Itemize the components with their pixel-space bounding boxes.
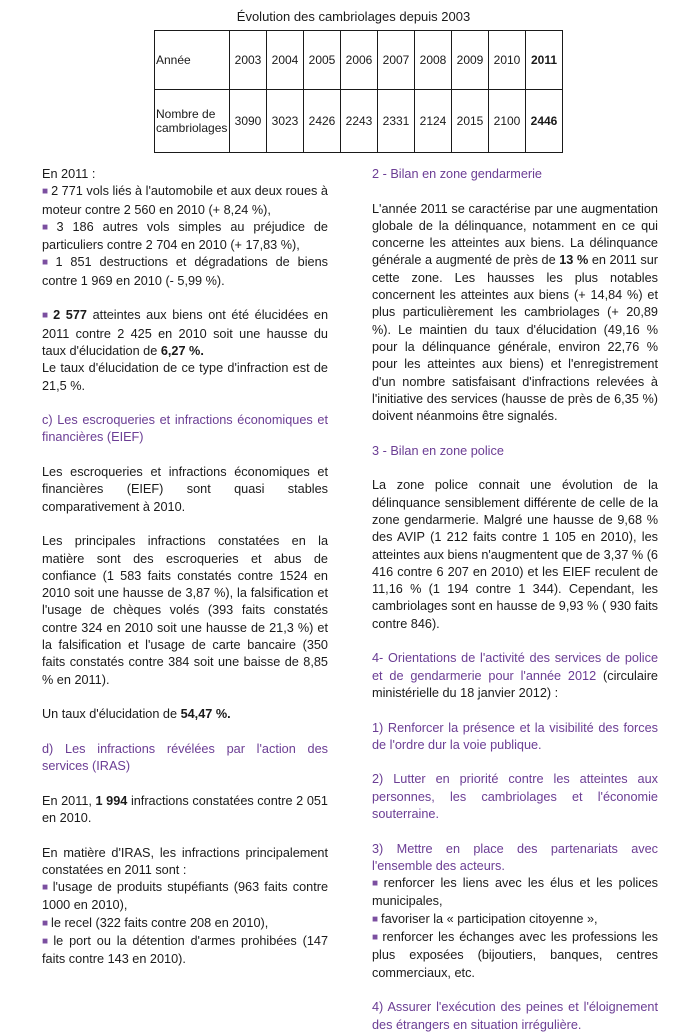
paragraph: En 2011 : bbox=[42, 167, 96, 181]
list-item: ■ 2 771 vols liés à l'automobile et aux deux roues à moteur contre 2 560 en 2010 (+ 8,24 %), bbox=[42, 184, 328, 217]
square-bullet-icon: ■ bbox=[42, 936, 51, 948]
year-cell: 2006 bbox=[341, 31, 378, 90]
list-item: ■ favoriser la « participation citoyenne », bbox=[372, 911, 598, 926]
list-item: ■ le port ou la détention d'armes prohibées (147 faits contre 143 en 2010). bbox=[42, 934, 328, 967]
paragraph: Les principales infractions constatées en la matière sont des escroqueries et abus de confiance (1 583 faits constatés contre 1524 en 2010 soit une hausse de 3,87 %), la falsification et l'usage de chèques volés (393 faits constatés contre 324 en 2010 soit une hausse de 21,3 %) et la falsification et l'usage de carte bancaire (350 faits constatés contre 384 soit une baisse de 8,85 % en 2011). bbox=[42, 534, 328, 687]
orientation-1: 1) Renforcer la présence et la visibilité des forces de l'ordre dur la voie publique. bbox=[372, 720, 658, 752]
square-bullet-icon: ■ bbox=[42, 186, 49, 198]
section-heading-2: 2 - Bilan en zone gendarmerie bbox=[372, 167, 542, 181]
table-row bbox=[155, 31, 563, 90]
square-bullet-icon: ■ bbox=[42, 310, 51, 322]
left-column bbox=[42, 166, 328, 969]
square-bullet-icon: ■ bbox=[372, 878, 381, 890]
year-cell: 2009 bbox=[452, 31, 489, 90]
section-heading-4: 4- Orientations de l'activité des services de police et de gendarmerie pour l'année 2012 (circulaire ministérielle du 18 janvier 2012) : bbox=[372, 651, 658, 700]
year-cell: 2007 bbox=[378, 31, 415, 90]
orientation-4: 4) Assurer l'exécution des peines et l'éloignement des étrangers en situation irrégulière. bbox=[372, 1000, 658, 1032]
list-item: ■ 1 851 destructions et dégradations de biens contre 1 969 en 2010 (- 5,99 %). bbox=[42, 255, 328, 288]
paragraph: La zone police connait une évolution de la délinquance sensiblement différente de celle de la zone gendarmerie. Malgré une hausse de 9,68 % des AVIP (1 212 faits contre 1 105 en 2010), les atteintes aux biens n'augmentent que de 3,37 % (6 416 contre 6 207 en 2010) et les EIEF reculent de 11,16 % (1 194 contre 1 344). Cependant, les cambriolages sont en hausse de 9,93 % ( 930 faits contre 846). bbox=[372, 478, 658, 631]
square-bullet-icon: ■ bbox=[372, 913, 379, 925]
value-cell: 2426 bbox=[304, 90, 341, 153]
list-item: ■ 3 186 autres vols simples au préjudice de particuliers contre 2 704 en 2010 (+ 17,83 %), bbox=[42, 219, 328, 253]
row-label-burglaries: Nombre de cambriolages bbox=[155, 90, 230, 153]
year-cell: 2005 bbox=[304, 31, 341, 90]
square-bullet-icon: ■ bbox=[42, 221, 54, 233]
value-cell: 2331 bbox=[378, 90, 415, 153]
value-cell: 3090 bbox=[230, 90, 267, 153]
square-bullet-icon: ■ bbox=[42, 917, 49, 929]
right-column bbox=[372, 166, 658, 1034]
list-item: ■ l'usage de produits stupéfiants (963 faits contre 1000 en 2010), bbox=[42, 880, 329, 913]
value-cell: 2243 bbox=[341, 90, 378, 153]
year-cell: 2003 bbox=[230, 31, 267, 90]
orientation-2: 2) Lutter en priorité contre les atteintes aux personnes, les cambriolages et l'économie souterraine. bbox=[372, 772, 658, 821]
square-bullet-icon: ■ bbox=[372, 932, 380, 944]
year-cell: 2008 bbox=[415, 31, 452, 90]
table-caption: Évolution des cambriolages depuis 2003 bbox=[236, 9, 471, 24]
value-cell: 2100 bbox=[489, 90, 526, 153]
orientation-3: 3) Mettre en place des partenariats avec l'ensemble des acteurs. bbox=[372, 841, 658, 873]
value-cell: 2015 bbox=[452, 90, 489, 153]
list-item: ■ renforcer les échanges avec les professions les plus exposées (bijoutiers, banques, centres commerciaux, etc. bbox=[372, 930, 658, 980]
value-cell: 2446 bbox=[526, 90, 563, 153]
section-heading-d: d) Les infractions révélées par l'action des services (IRAS) bbox=[42, 741, 328, 774]
list-item: ■ 2 577 atteintes aux biens ont été élucidées en 2011 contre 2 425 en 2010 soit une hausse du taux d'élucidation de 6,27 %. bbox=[42, 308, 329, 358]
year-cell: 2004 bbox=[267, 31, 304, 90]
value-cell: 2124 bbox=[415, 90, 452, 153]
year-cell: 2010 bbox=[489, 31, 526, 90]
square-bullet-icon: ■ bbox=[42, 882, 50, 894]
list-item: ■ le recel (322 faits contre 208 en 2010), bbox=[42, 915, 269, 930]
square-bullet-icon: ■ bbox=[42, 257, 53, 269]
table-row bbox=[155, 90, 563, 153]
paragraph: Le taux d'élucidation de ce type d'infraction est de 21,5 %. bbox=[42, 361, 328, 393]
section-heading-c: c) Les escroqueries et infractions économiques et financières (EIEF) bbox=[42, 413, 328, 445]
paragraph: L'année 2011 se caractérise par une augmentation globale de la délinquance, notamment en ce qui concerne les atteintes aux biens. La délinquance générale a augmenté de près de 13 % en 2011 sur cette zone. Les hausses les plus notables concernent les atteintes aux biens (+ 14,84 %) et plus particulièrement les cambriolages (+ 20,89 %). Le maintien du taux d'élucidation (49,16 % pour la délinquance générale, environ 22,76 % pour les atteintes aux biens) et l'enregistrement d'un nombre satisfaisant d'infractions relevées à l'initiative des services (hausse de près de 6,35 %) doivent néanmoins être signalés. bbox=[372, 201, 658, 424]
paragraph: Les escroqueries et infractions économiques et financières (EIEF) sont quasi stables comparativement à 2010. bbox=[42, 465, 328, 514]
list-item: ■ renforcer les liens avec les élus et les polices municipales, bbox=[372, 876, 658, 909]
paragraph: En 2011, 1 994 infractions constatées contre 2 051 en 2010. bbox=[42, 793, 328, 825]
value-cell: 3023 bbox=[267, 90, 304, 153]
year-cell: 2011 bbox=[526, 31, 563, 90]
burglary-table bbox=[154, 30, 563, 153]
paragraph: Un taux d'élucidation de 54,47 %. bbox=[42, 707, 231, 722]
paragraph: En matière d'IRAS, les infractions principalement constatées en 2011 sont : bbox=[42, 845, 328, 877]
section-heading-3: 3 - Bilan en zone police bbox=[372, 443, 504, 458]
row-label-year: Année bbox=[155, 31, 230, 90]
